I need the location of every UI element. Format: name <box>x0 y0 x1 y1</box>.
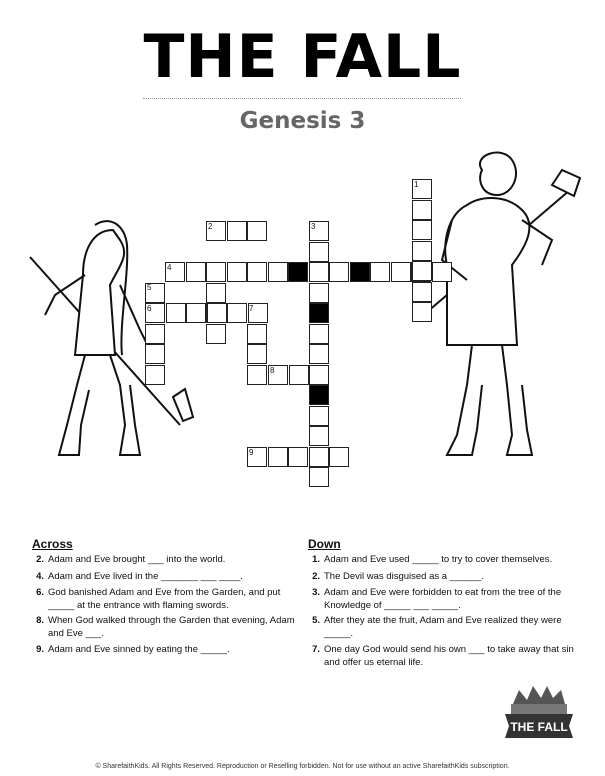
crossword-cell[interactable] <box>412 200 432 220</box>
down-heading: Down <box>308 537 341 551</box>
crossword-cell[interactable] <box>391 262 411 282</box>
grid-number-7: 7 <box>249 304 254 313</box>
clue-number: 6. <box>36 587 44 598</box>
crossword-cell[interactable] <box>247 221 267 241</box>
clue-number: 4. <box>36 571 44 582</box>
crossword-block <box>288 262 308 282</box>
grid-number-1: 1 <box>414 180 419 189</box>
crossword-cell[interactable] <box>309 406 329 426</box>
clue-text: After they ate the fruit, Adam and Eve realized they were _____. <box>324 615 562 639</box>
crossword-cell[interactable] <box>309 262 329 282</box>
crossword-block <box>309 303 329 323</box>
crossword-cell[interactable] <box>309 365 329 385</box>
clue-text: Adam and Eve used _____ to try to cover themselves. <box>324 554 553 565</box>
grid-number-6: 6 <box>147 304 152 313</box>
clue-number: 9. <box>36 644 44 655</box>
page-subtitle: Genesis 3 <box>239 108 366 134</box>
clue-text: One day God would send his own ___ to take away that sin and offer us eternal life. <box>324 644 574 668</box>
crossword-cell[interactable] <box>145 365 165 385</box>
clue-number: 3. <box>312 587 320 598</box>
grid-number-2: 2 <box>208 222 213 231</box>
grid-number-4: 4 <box>167 263 172 272</box>
crossword-cell[interactable] <box>329 447 349 467</box>
grid-number-5: 5 <box>147 283 152 292</box>
clue-text: Adam and Eve were forbidden to eat from the tree of the Knowledge of _____ ___ _____. <box>324 587 562 611</box>
clue-number: 1. <box>312 554 320 565</box>
crossword-cell[interactable] <box>247 324 267 344</box>
crossword-cell[interactable] <box>145 344 165 364</box>
crossword-block <box>309 385 329 405</box>
clue-text: Adam and Eve lived in the _______ ___ ____. <box>48 571 243 582</box>
crossword-cell[interactable] <box>268 262 288 282</box>
crossword-block <box>350 262 370 282</box>
crossword-cell[interactable] <box>186 303 206 323</box>
crossword-cell[interactable] <box>370 262 390 282</box>
clue-text: God banished Adam and Eve from the Garden, and put _____ at the entrance with flaming swords. <box>48 587 281 611</box>
clue-number: 8. <box>36 615 44 626</box>
adam-illustration <box>412 150 587 465</box>
crossword-cell[interactable] <box>247 344 267 364</box>
crossword-cell[interactable] <box>207 303 227 323</box>
crossword-cell[interactable] <box>412 261 432 281</box>
crossword-cell[interactable] <box>227 262 247 282</box>
grid-number-9: 9 <box>249 448 254 457</box>
crossword-cell[interactable] <box>309 324 329 344</box>
across-clue <box>32 586 302 612</box>
badge-text: THE FALL <box>510 720 568 734</box>
clue-text: The Devil was disguised as a ______. <box>324 571 485 582</box>
crossword-cell[interactable] <box>412 241 432 261</box>
down-clue <box>308 643 578 669</box>
crossword-cell[interactable] <box>309 242 329 262</box>
crossword-cell[interactable] <box>288 447 308 467</box>
crossword-cell[interactable] <box>289 365 309 385</box>
crossword-cell[interactable] <box>309 447 329 467</box>
crossword-cell[interactable] <box>227 303 247 323</box>
grid-number-3: 3 <box>311 222 316 231</box>
across-heading: Across <box>32 537 73 551</box>
across-clue <box>32 553 302 566</box>
clue-text: Adam and Eve brought ___ into the world. <box>48 554 226 565</box>
clue-text: When God walked through the Garden that evening, Adam and Eve ___. <box>48 615 295 639</box>
clue-number: 2. <box>312 571 320 582</box>
crossword-cell[interactable] <box>166 303 186 323</box>
clue-number: 2. <box>36 554 44 565</box>
crossword-cell[interactable] <box>329 262 349 282</box>
across-clue <box>32 643 302 656</box>
down-clue <box>308 586 578 612</box>
down-clue <box>308 614 578 640</box>
crossword-cell[interactable] <box>206 324 226 344</box>
down-clue <box>308 570 578 583</box>
crossword-cell[interactable] <box>186 262 206 282</box>
across-clue <box>32 570 302 583</box>
crossword-cell[interactable] <box>247 262 267 282</box>
crossword-cell[interactable] <box>432 262 452 282</box>
title-divider <box>143 98 461 99</box>
crossword-cell[interactable] <box>227 221 247 241</box>
footer-copyright: © SharefaithKids. All Rights Reserved. Reproduction or Reselling forbidden. Not for use without an active SharefaithKids subscription. <box>95 763 510 770</box>
crossword-cell[interactable] <box>206 283 226 303</box>
crossword-cell[interactable] <box>309 467 329 487</box>
crossword-cell[interactable] <box>268 447 288 467</box>
crossword-cell[interactable] <box>412 220 432 240</box>
crossword-cell[interactable] <box>206 262 226 282</box>
clue-number: 5. <box>312 615 320 626</box>
crossword-cell[interactable] <box>412 302 432 322</box>
grid-number-8: 8 <box>270 366 275 375</box>
page-title: THE FALL <box>143 22 462 92</box>
crossword-cell[interactable] <box>309 283 329 303</box>
crossword-cell[interactable] <box>145 324 165 344</box>
crossword-cell[interactable] <box>247 365 267 385</box>
across-clue <box>32 614 302 640</box>
clue-number: 7. <box>312 644 320 655</box>
crossword-cell[interactable] <box>309 426 329 446</box>
down-clue <box>308 553 578 566</box>
crossword-cell[interactable] <box>309 344 329 364</box>
clue-text: Adam and Eve sinned by eating the _____. <box>48 644 230 655</box>
the-fall-logo <box>503 684 575 746</box>
eve-illustration <box>25 215 195 465</box>
crossword-cell[interactable] <box>412 282 432 302</box>
